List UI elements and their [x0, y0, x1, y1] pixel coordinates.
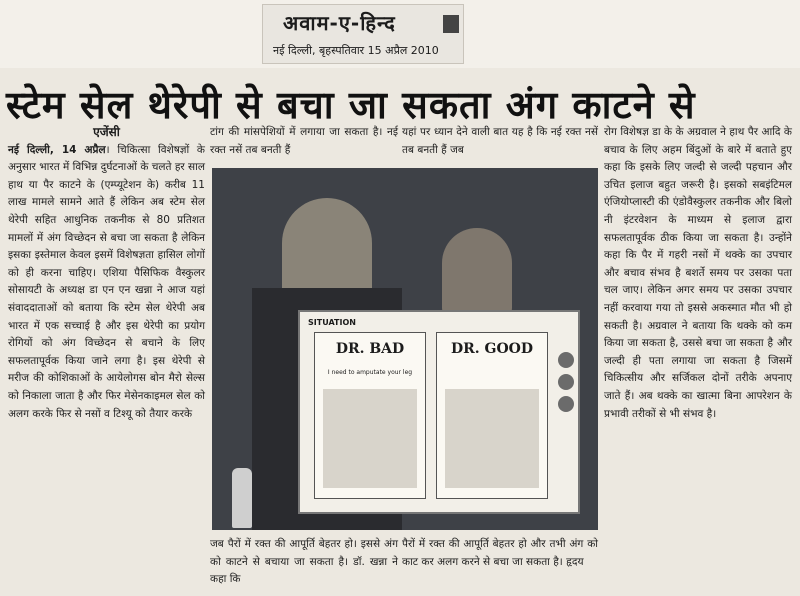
column-3-bottom: पैरों में रक्त की आपूर्ति बेहतर हो और तभी अंग को काट कर अलग करने से बचा जा सकता है। हृदय: [402, 538, 598, 568]
poster-bad-illustration: [323, 389, 417, 488]
poster: [298, 310, 580, 514]
column-4: रोग विशेषज्ञ डा के के अग्रवाल ने हाथ पैर आदि के बचाव के लिए अहम बिंदुओं के बारे में बताते हुए कहा कि इसके लिए जल्दी से जल्दी पहचान और उचित इलाज बहुत जरूरी है। इसको सबइंटिमल एंजियोप्लास्टी की एंडोवैस्कुलर तकनीक और बिलो नी इंटरवेशन के माध्यम से इलाज द्वारा सफलतापूर्वक ठीक किया जा सकता है। उन्होंने कहा कि पैर में गहरी नसों में थक्के का उपचार और बचाव संभव है बशर्ते समय पर उसका पता चल जाए। लेकिन अगर समय पर उसका उपचार नहीं करवाया गया तो इससे अकस्मात मौत भी हो सकती है। अग्रवाल ने बताया कि थक्के को कम किया जा सकता है, उससे बचा जा सकता है और जल्दी ही पता लगाया जा सकता है जिसमें चिकित्सीय और सर्जिकल दोनों तरीके अपनाए जाते हैं। अब थक्के का खात्मा बिना आपरेशन के प्रभावी तरीकों से भी संभव है।: [604, 126, 792, 420]
column-3-top: यहां पर ध्यान देने वाली बात यह है कि नई रक्त नसें तब बनती हैं जब: [402, 126, 598, 156]
masthead-corner-mark: [443, 15, 459, 33]
poster-situation-label: SITUATION: [308, 318, 356, 327]
dateline: नई दिल्ली, 14 अप्रैल: [8, 143, 106, 156]
poster-bad-caption: I need to amputate your leg: [327, 369, 413, 376]
poster-good-illustration: [445, 389, 539, 488]
masthead: [262, 4, 464, 64]
column-1-text: । चिकित्सा विशेषज्ञों के अनुसार भारत में विभिन्न दुर्घटनाओं के चलते हर साल हाथ या पैर काटने के (एम्प्यूटेशन के) करीब 11 लाख मामले सामने आते हैं लेकिन अब स्टेम सेल थेरेपी सहित आधुनिक तकनीक से 80 प्रतिशत मामलों में अंग विच्छेदन से बचा जा सकता है लेकिन इसका इस्तेमाल केवल इसमें विशेषज्ञता हासिल लोगों को ही करना चाहिए। एशिया पैसिफिक वैस्कुलर सोसायटी के अध्यक्ष डा एन एन खन्ना ने आज यहां संवाददाताओं को बताया कि स्टेम सेल थेरेपी अब भारत में एक सच्चाई है और इस थेरेपी का प्रयोग रोगियों को अंग विच्छेदन से बचाने के लिए सफलतापूर्वक किया जाने लगा है। इस थेरेपी से मरीज की कोशिकाओं के आयेलोगस बोन मैरो सेल्स को निकाला जाता है और फिर मेसेनकाइमल सेल को अलग करके फिर से नसों व टिश्यू को तैयार करके: [8, 143, 205, 420]
person-right: [442, 228, 512, 318]
water-bottle: [232, 468, 252, 528]
column-2-top: टांग की मांसपेशियों में लगाया जा सकता है। नई रक्त नसें तब बनती हैं: [210, 126, 398, 156]
poster-good-title: DR. GOOD: [450, 341, 533, 357]
newspaper-date: नई दिल्ली, बृहस्पतिवार 15 अप्रैल 2010: [273, 44, 439, 57]
press-photo: [212, 168, 598, 530]
headline: स्टेम सेल थेरेपी से बचा जा सकता अंग काटने से: [6, 82, 696, 127]
poster-logos: [558, 352, 576, 472]
column-2-bottom: जब पैरों में रक्त की आपूर्ति बेहतर हो। इससे अंग को काटने से बचाया जा सकता है। डॉ. खन्ना ने कहा कि: [210, 538, 398, 586]
column-1: [8, 124, 205, 423]
poster-panel-bad: [314, 332, 426, 499]
byline: एजेंसी: [93, 125, 120, 139]
poster-panel-good: [436, 332, 548, 499]
newspaper-name: अवाम-ए-हिन्द: [283, 11, 396, 35]
poster-bad-title: DR. BAD: [335, 341, 405, 357]
news-clipping: [0, 68, 800, 596]
